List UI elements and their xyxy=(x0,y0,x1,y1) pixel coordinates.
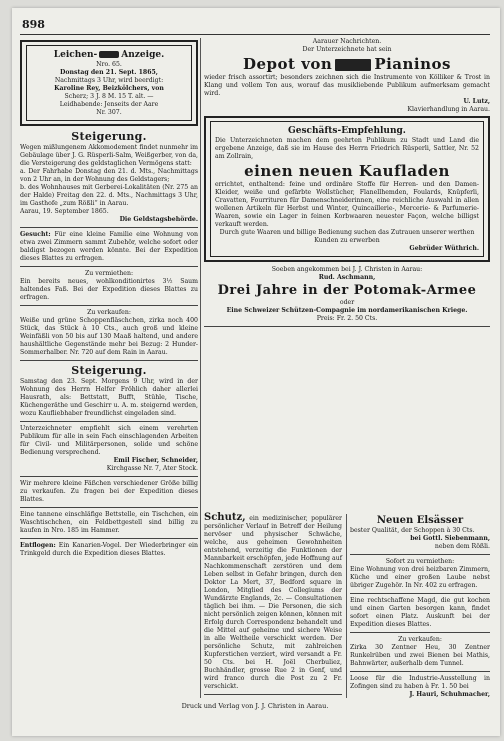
hay-notice xyxy=(350,636,490,668)
separator xyxy=(350,554,490,555)
schutz-notice xyxy=(204,514,342,691)
separator xyxy=(20,360,198,361)
wine-notice xyxy=(350,515,490,551)
maid-notice xyxy=(350,597,490,629)
separator xyxy=(204,326,490,327)
tailor-body: Unterzeichneter empfiehlt sich einem verehrten Publikum für alle in sein Fach einschlagenden Arbeiten für Civil- und Militärpersonen, solide und schöne Bedienung versprechend. xyxy=(20,425,198,456)
furniture-notice xyxy=(20,511,198,535)
right-column xyxy=(204,38,490,698)
lottery-notice xyxy=(350,675,490,698)
book-subtitle: Eine Schweizer Schützen-Compagnie im nordamerikanischen Kriege. xyxy=(226,307,468,314)
book-oder: oder xyxy=(339,299,355,306)
funeral-title: Leichen- Anzeige. xyxy=(53,50,165,60)
lost-label: Entflogen: xyxy=(20,542,56,549)
rent-1-body: Ein bereits neues, wohlkonditionirtes 3½ Saum haltendes Faß. Bei der Expedition dieses Blattes zu erfragen. xyxy=(20,278,198,301)
shop-closing: Durch gute Waaren und billige Bedienung suchen das Zutrauen unserer werthen Kunden zu erwerben xyxy=(219,229,475,244)
wine-title: Neuen Elsässer xyxy=(376,515,464,526)
sale-1-title: Zu verkaufen: xyxy=(87,309,131,316)
shop-headline: einen neuen Kaufladen xyxy=(244,162,450,180)
funeral-number: Nro. 65. xyxy=(96,61,122,68)
piano-name: U. Lutz, xyxy=(463,98,490,105)
lost-body: Ein Kanarien-Vogel. Der Wiederbringer ein Trinkgeld durch die Expedition dieses Blattes. xyxy=(20,542,198,557)
funeral-date: Donstag den 21. Sept. 1865, xyxy=(60,69,158,76)
sub-column-divider xyxy=(346,514,347,698)
column-divider xyxy=(200,38,201,698)
auction-2-body: Samstag den 23. Sept. Morgens 9 Uhr, wird in der Wohnung des Herrn Helfer Fröhlich daher allerlei Hausrath, als: Bettstatt, Bufft, Stühle, Tische, Küchengeräthe und Geschirr u. A. m. steigernd werden, wozu Kaufliebhaber freundlichst eingeladen sind. xyxy=(20,378,198,417)
book-author: Rud. Aschmann, xyxy=(318,274,376,281)
separator xyxy=(20,227,198,228)
separator xyxy=(20,305,198,306)
sale-2-body: Wir mehrere kleine Fäßchen verschiedener Größe billig zu verkaufen. Zu fragen bei der Expedition dieses Blattes. xyxy=(20,480,198,503)
wine-vendor: bei Gottl. Siebenmann, xyxy=(410,535,490,542)
sale-notice-1 xyxy=(20,309,198,357)
tailor-notice xyxy=(20,425,198,473)
piano-headline: Depot von Pianinos xyxy=(243,55,451,73)
separator xyxy=(20,476,198,477)
rent-notice-1 xyxy=(20,270,198,302)
piano-body: wieder frisch assortirt; besonders zeichnen sich die Instrumente von Kölliker & Trost in Klang und vollem Ton aus, worauf das musikliebende Publikum aufmerksam gemacht wird. xyxy=(204,74,490,97)
wine-body: bester Qualität, der Schoppen à 30 Cts. xyxy=(350,527,475,534)
separator xyxy=(350,632,490,633)
shop-signature: Gebrüder Wüthrich. xyxy=(409,245,479,252)
auction-1-date: Aarau, 19. September 1865. xyxy=(20,208,109,215)
auction-1-title: Steigerung. xyxy=(71,130,147,143)
sale-1-body: Weiße und grüne Schoppenfläschchen, zirka noch 400 Stück, das Stück à 10 Cts., auch groß und kleine Weinfäßli von 50 bis auf 130 Maaß haltend, und andere haushältliche Gegenstände mehr bei Bezug: 2 Hunder-Sommerhalber. Nr. 720 auf dem Rain in Aarau. xyxy=(20,317,198,356)
funeral-origin: Scherz; 3 J. 8 M. 15 T. alt. — xyxy=(64,93,154,100)
page-number: 898 xyxy=(22,18,45,31)
separator xyxy=(20,266,198,267)
schutz-body: ein medizinischer, populärer persönlicher Verlauf in Betreff der Heilung nervöser und physischer Schwäche, welche, aus geheimen Gewohnheiten entstehend, verzeitig die Funktionen der Mannbarkeit erschöpfen, jede Hoffnung auf Nachkommenschaft zerstören und dem Leben selbst in Gefahr bringen, durch den Doktor La Mert, 37, Bedford square in London, Mitglied des Collegiums der Wundärzte Englands, 2c. — Consultationen täglich bei ihm. — Die Personen, die sich nicht persönlich zeigen können, können mit Erfolg durch Correspondenz behandelt und die Mittel auf geheime und sichere Weise in alle Weltheile verschickt werden. Der persönliche Schutz, mit zahlreichen Kupferstichen verziert, wird versandt a Fr. 50 Cts. bei H. Joël Cherbuliez, Buchhändler, grosse Rue 2 in Genf, und wird franco durch die Post zu 2 Fr. verschickt. xyxy=(204,515,343,690)
auction-1-authority: Die Geldstagsbehörde. xyxy=(119,216,198,223)
coffin-icon xyxy=(99,51,119,58)
right-sub-column-right xyxy=(350,514,490,698)
book-intro: Soeben angekommen bei J. J. Christen in Aarau: xyxy=(271,266,423,273)
hay-title: Zu verkaufen: xyxy=(398,636,442,643)
left-column xyxy=(20,38,198,698)
separator xyxy=(20,507,198,508)
funeral-time: Nachmittags 3 Uhr, wird beerdigt: xyxy=(54,77,164,84)
page-header xyxy=(22,18,492,32)
printer-footer: Druck und Verlag von J. J. Christen in Aarau. xyxy=(181,702,329,710)
funeral-house: Nr. 307. xyxy=(96,109,122,116)
separator xyxy=(350,593,490,594)
lost-bird-notice xyxy=(20,542,198,558)
rent-1-title: Zu vermiethen: xyxy=(84,270,134,277)
dateline: Aarauer Nachrichten. xyxy=(312,38,382,45)
wanted-body: Für eine kleine Familie eine Wohnung von etwa zwei Zimmern sammt Zubehör, welche sofort oder baldigst bezogen werden könnte. Bei der Expedition dieses Blattes zu erfragen. xyxy=(20,231,198,262)
book-title: Drei Jahre in der Potomak-Armee xyxy=(217,283,477,298)
tailor-name: Emil Fischer, Schneider, xyxy=(113,457,198,464)
funeral-mourners: Leidhabende: Jenseits der Aare xyxy=(59,101,159,108)
lottery-body: Loose für die Industrie-Ausstellung in Zofingen sind zu haben à Fr. 1. 50 bei xyxy=(350,675,490,690)
shop-body: errichtet, enthaltend: feine und ordinäre Stoffe für Herren- und den Damen-Kleider, weiße und gefärbte Wollstücher, Flanellhemden, Foulards, Knüpferli, Cravatten, Fourrituren für Damenschneiderinnen, eine reichliche Auswahl in allen wollenen Artikeln für Herbst und Winter, Quincaillerie-, Mercerie- & Parfumerie-Waaren, sowie ein Lager in feinen Korbwaaren neuester Façon, welche billigst verkauft werden. xyxy=(215,181,479,228)
shop-inner-frame xyxy=(210,121,484,257)
wanted-notice xyxy=(20,231,198,263)
auction-2-title: Steigerung. xyxy=(71,364,147,377)
book-price: Preis: Fr. 2. 50 Cts. xyxy=(316,315,378,322)
piano-icon xyxy=(335,59,371,71)
piano-intro: Der Unterzeichnete hat sein xyxy=(302,46,392,53)
lottery-name: J. Hauri, Schuhmacher, xyxy=(409,691,490,698)
book-announcement xyxy=(204,266,490,323)
schutz-word: Schutz, xyxy=(204,512,246,523)
funeral-inner-frame xyxy=(26,45,192,121)
shop-title: Geschäfts-Empfehlung. xyxy=(288,126,406,136)
separator xyxy=(350,671,490,672)
funeral-notice xyxy=(20,40,198,126)
sale-notice-2 xyxy=(20,480,198,504)
auction-notice-2 xyxy=(20,364,198,418)
maid-body: Eine rechtschaffene Magd, die gut kochen und einen Garten besorgen kann, findet sofort einen Platz. Auskunft bei der Expedition dieses Blattes. xyxy=(350,597,490,628)
separator xyxy=(204,694,342,695)
header-rule xyxy=(20,34,490,35)
rent-2-title: Sofort zu vermiethen: xyxy=(385,558,455,565)
rent-notice-2 xyxy=(350,558,490,590)
right-sub-column-left xyxy=(204,514,342,698)
shop-announcement xyxy=(204,116,490,262)
rent-2-body: Eine Wohnung von drei heizbaren Zimmern, Küche und einer großen Laube nebst übriger Zugehör. In Nr. 402 zu erfragen. xyxy=(350,566,490,589)
auction-notice-1 xyxy=(20,130,198,224)
newspaper-page xyxy=(12,8,500,736)
funeral-person: Karoline Rey, Beizkölchers, von xyxy=(54,85,164,92)
tailor-address: Kirchgasse Nr. 7, Ater Stock. xyxy=(106,465,198,472)
separator xyxy=(20,421,198,422)
wine-place: neben dem Rößli. xyxy=(434,543,490,550)
wanted-label: Gesucht: xyxy=(20,231,51,238)
auction-1-item-a: a. Der Fahrhabe Donstag den 21. d. Mts., Nachmittags von 2 Uhr an, in der Wohnung des Geldstagers; xyxy=(20,168,198,183)
furniture-body: Eine tannene einschläfige Bettstelle, ein Tischchen, ein Waschtischchen, ein Feldbettgestell sind billig zu kaufen in Nro. 185 im Hammer. xyxy=(20,511,198,534)
separator xyxy=(20,538,198,539)
shop-intro: Die Unterzeichneten machen dem geehrten Publikum zu Stadt und Land die ergebene Anzeige, daß sie im Hause des Herrn Friedrich Rüsperli, Sattler, Nr. 52 am Zollrain, xyxy=(215,137,479,160)
auction-1-body: Wegen mißlungenem Akkomodement findet nunmehr im Gebäulage über J. G. Rüsperli-Salm, Weißgerber, von da, die Versteigerung des geldstaglichen Vermögens statt: xyxy=(20,144,198,167)
hay-body: Zirka 30 Zentner Heu, 30 Zentner Runkelrüben und zwei Bienen bei Mathis, Bahnwärter, außerhalb dem Tunnel. xyxy=(350,644,490,667)
auction-1-item-b: b. des Wohnhauses mit Gerberei-Lokalitäten (Nr. 275 an der Halde) Freitag den 22. d. Mts., Nachmittags 3 Uhr, im Gasthofe „zum Rößli“ in Aarau. xyxy=(20,184,198,207)
piano-subtitle: Klavierhandlung in Aarau. xyxy=(407,106,490,113)
